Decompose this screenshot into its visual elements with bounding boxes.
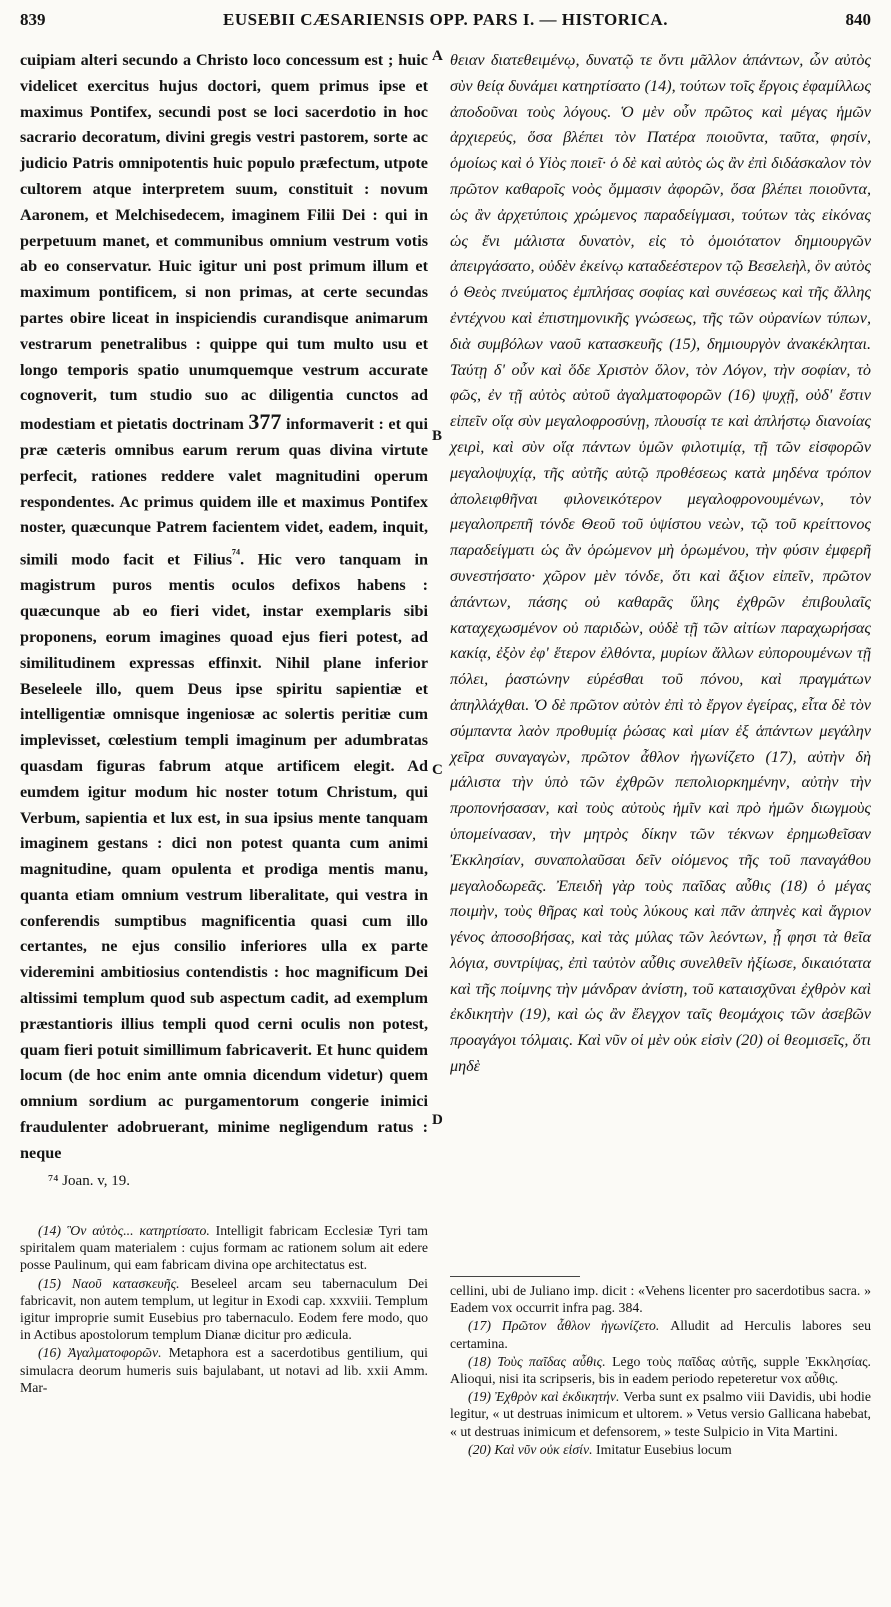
footnote-label: (17) Πρῶτον ἆθλον ἠγωνίζετο. xyxy=(468,1318,660,1334)
footnote-label: (15) Ναοῦ κατασκευῆς. xyxy=(38,1275,180,1291)
footnote xyxy=(20,1344,428,1396)
margin-marker-b: B xyxy=(432,428,443,444)
footnote-label: (16) Ἀγαλματοφορῶν. xyxy=(38,1345,162,1361)
footnote-label: (14) Ὃν αὐτὸς... κατηρτίσατο. xyxy=(38,1223,210,1238)
latin-text-3: . Hic vero tanquam in magistrum puros mentis oculos defixos habens : quæcunque ab eo fieri videt, instar exemplaris sibi proponens, eorum imagines quoad ejus fieri potest, ad similitudinem expressas effinxit. Nihil plane inferior Beseleele illo, quem Deus ipse spiritu sapientiæ et intelligentiæ omnisque ingeniosæ ac solertis peritiæ cum implevisset, cœlestium templi imaginum per adumbratas quasdam figuras fabrum atque artificem elegit. Ad eumdem igitur modum hic noster totum Christum, qui Verbum, sapientia et lux est, in sua ipsius mente tanquam imaginem gestans : dici non potest quanta cum animi magnitudine, quam opulenta et prodiga mentis manu, quanta etiam omnium vestrum liberalitate, qui vestra in conferendis sumptibus magnificentia quasi cum illo certantes, ne ejus consilio inferiores ulla ex parte videremini ambitiosius contendistis : hoc magnificum Dei altissimi templum quod sub aspectum cadit, ad exemplum præstantioris illius templi quod cerni oculis non potest, quam fieri potuit simillimum fabricaverit. Et hunc quidem locum (de hoc enim ante omnia dicendum videtur) quem omnium sordium ac purgamentorum congerie inimici fraudulenter adobruerant, minime negligendum ratus : neque xyxy=(20,550,428,1162)
footnote-text: Verba sunt ex psalmo viii Davidis, ubi hodie legitur, « ut destruas inimicum et ultorem. » Vetus versio Gallicana habebat, « ut destruas inimicum et defensorem, » teste Sulpicio in Vita Martini. xyxy=(450,1389,871,1439)
scripture-reference: ⁷⁴ Joan. v, 19. xyxy=(48,1172,130,1189)
running-title: EUSEBII CÆSARIENSIS OPP. PARS I. — HISTORICA. xyxy=(223,10,668,29)
footnote-label: (18) Τοὺς παῖδας αὖθις. xyxy=(468,1353,606,1369)
footnote-text: Alludit ad Herculis labores seu certamina. xyxy=(450,1318,871,1351)
inline-page-number: 377 xyxy=(248,409,282,435)
footnote xyxy=(450,1353,871,1387)
page-number-left: 839 xyxy=(20,10,46,29)
margin-marker-a: A xyxy=(432,48,443,64)
footnote xyxy=(450,1388,871,1440)
latin-column xyxy=(20,48,428,1194)
page-number-right: 840 xyxy=(845,10,871,29)
footnote xyxy=(450,1441,871,1458)
footnotes-right xyxy=(450,1282,871,1459)
greek-paragraph: θειαν διατεθειμένῳ, δυνατῷ τε ὄντι μᾶλλον ἁπάντων, ὧν αὐτὸς σὺν θείᾳ δυνάμει κατηρτίσατο (14), τούτων τοῖς ἔργοις ἐφαμίλλως ἀποδοῦναι τοὺς λόγους. Ὁ μὲν οὖν πρῶτος καὶ μέγας ἡμῶν ἀρχιερεύς, ὅσα βλέπει τὸν Πατέρα ποιοῦντα, ταῦτα, φησίν, ὁμοίως καὶ ὁ Υἱὸς ποιεῖ· ὁ δὲ καὶ αὐτὸς ὡς ἂν ἐπὶ διδάσκαλον τὸν πρῶτον καθαροῖς νοὸς ὄμμασιν ἀφορῶν, ὅσα βλέπει ποιοῦντα, ὡς ἂν ἀρχετύποις χρώμενος παραδείγμασι, τούτων τὰς εἰκόνας ὡς ἔνι μάλιστα δυνατὸν, εἰς τὸ ὁμοιότατον δημιουργῶν ἀπειργάσατο, οὐδὲν ἐκείνῳ καταδεέστερον τῷ Βεσελεὴλ, ὃν αὐτὸς ὁ Θεὸς πνεύματος ἐμπλήσας σοφίας καὶ συνέσεως καὶ τῆς ἄλλης ἐντέχνου καὶ ἐπιστημονικῆς γνώσεως, τῆς τῶν οὐρανίων τύπων, διὰ συμβόλων ναοῦ κατασκευῆς (15), δημιουργὸν ἀνακέκληται. Ταύτῃ δ' οὖν καὶ ὅδε Χριστὸν ὅλον, τὸν Λόγον, τὴν σοφίαν, τὸ φῶς, ἐν τῇ αὐτὸς αὐτοῦ ἀγαλματοφορῶν (16) ψυχῇ, οὐδ' ἔστιν εἰπεῖν οἵᾳ σὺν μεγαλοφροσύνῃ, πλουσίᾳ τε καὶ ἀπλήστῳ διανοίας χειρὶ, καὶ σὺν οἵᾳ πάντων ὑμῶν φιλοτιμίᾳ, τῇ τῶν εἰσφορῶν μεγαλοψυχίᾳ, τῆς αὐτῆς αὐτῷ προθέσεως κατὰ μηδένα τρόπον ἀπολειφθῆναι φιλονεικότερον μεγαλοφρονουμένων, τὸν μεγαλοπρεπῆ τόνδε Θεοῦ τοῦ ὑψίστου νεὼν, τῷ τοῦ κρείττονος παραδείγματι ὡς ἂν ὁρώμενον μὴ ὁρωμένου, τὴν φύσιν ἐμφερῆ συνεστήσατο· χῶρον μὲν τόνδε, ὅτι καὶ ἄξιον εἰπεῖν, πρῶτον ἁπάντων, πάσης οὐ καθαρᾶς ὕλης ἐχθρῶν ἐπιβουλαῖς καταχεχωσμένον οὐ παριδὼν, οὐδὲ τῇ τῶν αἰτίων παραχωρήσας κακίᾳ, ἐξὸν ἐφ' ἕτερον ἐλθόντα, μυρίων ἄλλων εὐπορουμένων τῇ πόλει, ῥαστώνην εὑρέσθαι τοῦ πόνου, καὶ πραγμάτων ἀπηλλάχθαι. Ὁ δὲ πρῶτον αὐτὸν ἐπὶ τὸ ἔργον ἐγείρας, εἶτα δὲ τὸν σύμπαντα λαὸν προθυμίᾳ ῥώσας καὶ μίαν ἐξ ἁπάντων μεγάλην χεῖρα συναγαγὼν, πρῶτον ἆθλον ἠγωνίζετο (17), αὐτὴν δὴ μάλιστα τὴν ὑπὸ τῶν ἐχθρῶν πεπολιορκημένην, αὐτὴν τὴν προπονήσασαν, καὶ τοὺς αὐτοὺς ἡμῖν καὶ πρὸ ἡμῶν διωγμοὺς ὑπομείνασαν, τὴν μητρὸς δίκην τῶν τέκνων ἐρημωθεῖσαν Ἐκκλησίαν, συναπολαῦσαι δεῖν οἰόμενος τῆς τοῦ παναγάθου μεγαλοδωρεᾶς. Ἐπειδὴ γὰρ τοὺς παῖδας αὖθις (18) ὁ μέγας ποιμὴν, τοὺς θῆρας καὶ τοὺς λύκους καὶ πᾶν ἀπηνὲς καὶ ἄγριον γένος ἀποσοβήσας, καὶ τὰς μύλας τῶν λεόντων, ᾗ φησι τὰ θεῖα λόγια, συντρίψας, ἐπὶ ταὐτὸν αὖθις συνελθεῖν ἠξίωσε, δικαιότατα καὶ τῆς ποίμνης τὴν μάνδραν ἀνίστη, τοῦ καταισχῦναι ἐχθρὸν καὶ ἐκδικητὴν (19), καὶ ὡς ἂν ἔλεγχον ταῖς θεομάχοις τῶν ἀσεβῶν προαγάγοι τόλμαις. Καὶ νῦν οἱ μὲν οὐκ εἰσὶν (20) οἱ θεομισεῖς, ὅτι μηδὲ xyxy=(450,51,871,1076)
footnote-text: Metaphora est a sacerdotibus gentilium, qui simulacra deorum humeris suis bajulabant, ut notavi ad lib. xxii Amm. Mar- xyxy=(20,1345,428,1395)
latin-text-2: informaverit : et qui præ cæteris omnibus earum rerum quas divina virtute perfecit, rationes reddere valet magnitudini operum respondentes. Ac primus quidem ille et maximus Pontifex noster, quæcunque Patrem facientem videt, eadem, inquit, simili modo facit et Filius xyxy=(20,415,429,569)
footnote xyxy=(20,1222,428,1274)
margin-marker-c: C xyxy=(432,762,443,778)
footnote-text: Imitatur Eusebius locum xyxy=(596,1441,732,1457)
footnote-reference: ⁷⁴ xyxy=(232,546,241,562)
greek-column xyxy=(450,48,871,1080)
latin-text-1: cuipiam alteri secundo a Christo loco concessum est ; huic videlicet exercitus hujus doctori, quem primus ipse et maximus Pontifex, secundi post se loci sacerdotio in hoc sacrario decoratum, divini gregis vestri pastorem, sorte ac judicio Patris omnipotentis huic populo præfectum, utpote cultorem atque interpretem suum, constituit : novum Aaronem, et Melchisedecem, imaginem Filii Dei : qui in perpetuum manet, et communibus omnium vestrum votis ab eo conservatur. Huic igitur uni post primum illum et maximum pontificem, si non primas, at certe secundas partes obire liceat in inspiciendis curandisque animarum vestrarum penetralibus : quippe qui tum multo usu et longo temporis spatio unumquemque vestrum accurate cognoverit, tum studio suo ac diligentia cunctos ad modestiam et pietatis doctrinam xyxy=(20,51,428,434)
margin-marker-d: D xyxy=(432,1112,443,1128)
footnote-text: Lego τοὺς παῖδας αὐτῆς, supple Ἐκκλησίας. Alioqui, nisi ita scripseris, bis in eadem periodo repeteretur vox αὖθις. xyxy=(450,1353,872,1387)
footnote xyxy=(20,1275,428,1344)
footnote-text: cellini, ubi de Juliano imp. dicit : «Vehens licenter pro sacerdotibus sacra. » Eadem vox occurrit infra pag. 384. xyxy=(450,1283,871,1316)
footnote-label: (19) Ἐχθρὸν καὶ ἐκδικητήν. xyxy=(468,1389,620,1405)
footnotes-left xyxy=(20,1222,428,1397)
latin-paragraph xyxy=(20,48,428,1167)
page-header xyxy=(20,6,871,32)
footnote xyxy=(450,1317,871,1351)
footnote-text: Beseleel arcam seu tabernaculum Dei fabricavit, non autem templum, ut legitur in Exodi cap. xxxviii. Templum igitur improprie sumit Eusebius pro tabernaculo. Eodem fere modo, quo in Actibus apostolorum templum Dianæ dicitur pro ædicula. xyxy=(20,1275,429,1343)
footnote-divider xyxy=(450,1276,580,1277)
footnote xyxy=(450,1282,871,1316)
footnote-text: Intelligit fabricam Ecclesiæ Tyri tam spiritalem quam materialem : cujus formam ac rationem solum ait edere posse Paulinum, qui eam fabricam divina ope architectatus est. xyxy=(20,1223,428,1273)
footnote-label: (20) Καὶ νῦν οὐκ εἰσίν. xyxy=(468,1441,593,1457)
